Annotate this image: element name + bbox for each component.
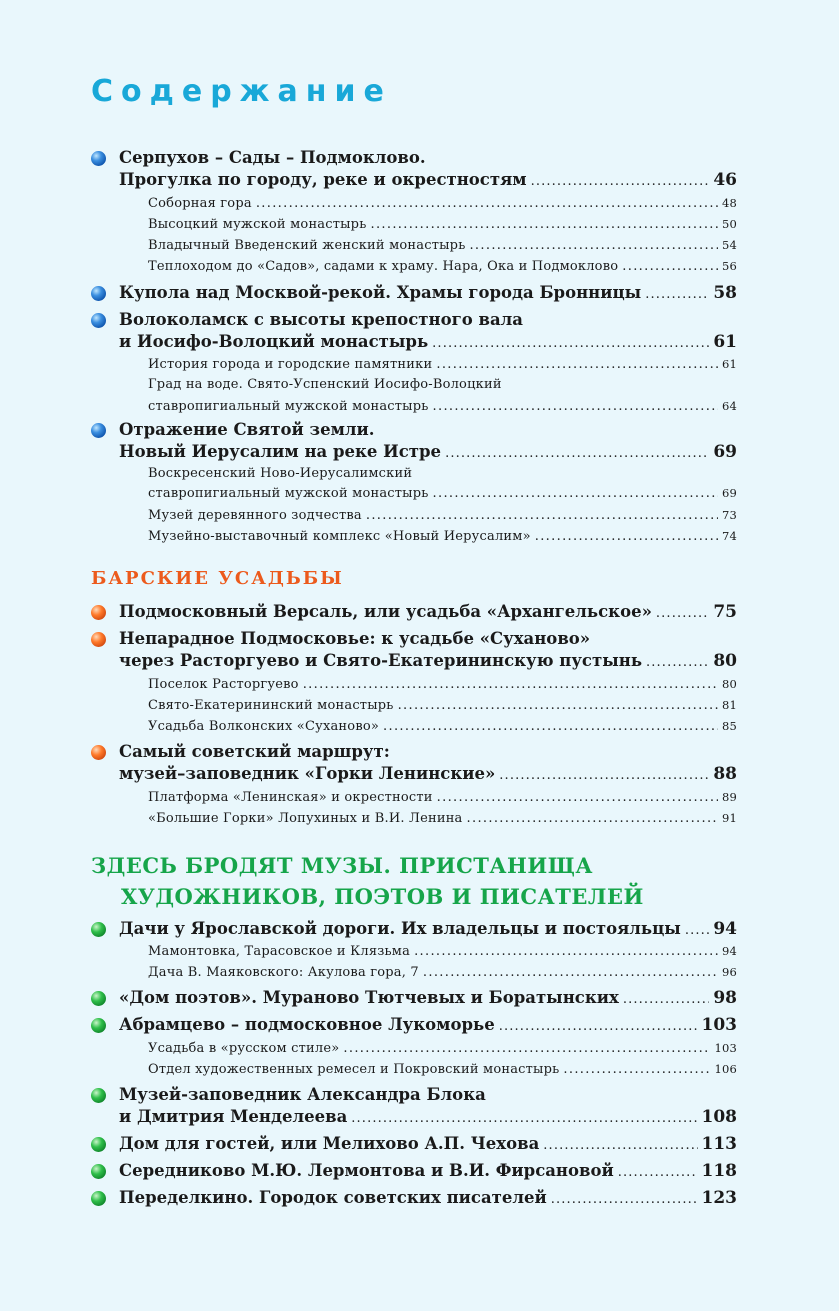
page-number: 85	[721, 719, 737, 733]
toc-subentry[interactable]: ставропигиальный мужской монастырь . . . 64	[148, 396, 737, 417]
page-number: 106	[714, 1062, 737, 1076]
page-number: 74	[721, 529, 737, 543]
page-number: 69	[713, 442, 737, 462]
toc-subentry[interactable]: Свято-Екатерининский монастырь . . . 81	[148, 695, 737, 716]
page-number: 81	[721, 698, 737, 712]
page-number: 48	[721, 196, 737, 210]
page-number: 94	[721, 944, 737, 958]
green-ball-bullet-icon	[91, 991, 106, 1006]
entry-title: Подмосковный Версаль, или усадьба «Архангельское»	[119, 602, 652, 621]
toc-subentry[interactable]: Дача В. Маяковского: Акулова гора, 7 . . . 96	[148, 962, 737, 983]
toc-subentry[interactable]: Усадьба в «русском стиле» . . . 103	[148, 1038, 737, 1059]
entry-title: Абрамцево – подмосковное Лукоморье	[119, 1015, 495, 1034]
toc-subentry[interactable]: «Большие Горки» Лопухиных и В.И. Ленина . . . 91	[148, 808, 737, 829]
entry-title-cont: Прогулка по городу, реке и окрестностям	[119, 170, 527, 189]
green-ball-bullet-icon	[91, 922, 106, 937]
orange-ball-bullet-icon	[91, 745, 106, 760]
entry-title: Дом для гостей, или Мелихово А.П. Чехова	[119, 1134, 540, 1153]
section-heading-line: ХУДОЖНИКОВ, ПОЭТОВ И ПИСАТЕЛЕЙ	[121, 884, 644, 909]
blue-ball-bullet-icon	[91, 313, 106, 328]
page-number: 108	[701, 1107, 737, 1127]
toc-subentry[interactable]: Усадьба Волконских «Суханово» . . . 85	[148, 716, 737, 737]
page-title: Содержание	[91, 74, 392, 109]
entry-title-cont: и Иосифо-Волоцкий монастырь	[119, 332, 429, 351]
toc-subentry[interactable]: Соборная гора . . . 48	[148, 193, 737, 214]
section-heading-line: ЗДЕСЬ БРОДЯТ МУЗЫ. ПРИСТАНИЩА	[91, 853, 593, 878]
orange-ball-bullet-icon	[91, 605, 106, 620]
page-number: 61	[721, 357, 737, 371]
toc-subentry[interactable]: Высоцкий мужской монастырь . . . 50	[148, 214, 737, 235]
page-number: 80	[721, 677, 737, 691]
green-ball-bullet-icon	[91, 1164, 106, 1179]
entry-title: Дачи у Ярославской дороги. Их владельцы и постояльцы	[119, 919, 681, 938]
green-ball-bullet-icon	[91, 1018, 106, 1033]
toc-subentry[interactable]: Музей деревянного зодчества . . . 73	[148, 505, 737, 526]
page-number: 46	[713, 170, 737, 190]
page-number: 89	[721, 790, 737, 804]
page-number: 80	[713, 651, 737, 671]
entry-title-cont: Новый Иерусалим на реке Истре	[119, 442, 442, 461]
entry-title: Купола над Москвой-рекой. Храмы города Бронницы	[119, 283, 642, 302]
green-ball-bullet-icon	[91, 1137, 106, 1152]
green-ball-bullet-icon	[91, 1088, 106, 1103]
entry-title-cont: музей–заповедник «Горки Ленинские»	[119, 764, 496, 783]
page-number: 54	[721, 238, 737, 252]
entry-title: «Дом поэтов». Мураново Тютчевых и Боратынских	[119, 988, 619, 1007]
page-number: 118	[701, 1161, 737, 1181]
green-ball-bullet-icon	[91, 1191, 106, 1206]
toc-subentry[interactable]: Отдел художественных ремесел и Покровский монастырь . . . 106	[148, 1059, 737, 1080]
entry-title: Переделкино. Городок советских писателей	[119, 1188, 547, 1207]
page-number: 88	[713, 764, 737, 784]
blue-ball-bullet-icon	[91, 286, 106, 301]
blue-ball-bullet-icon	[91, 151, 106, 166]
page-number: 91	[721, 811, 737, 825]
orange-ball-bullet-icon	[91, 632, 106, 647]
toc-subentry[interactable]: История города и городские памятники . . . 61	[148, 354, 737, 375]
page-number: 123	[701, 1188, 737, 1208]
section-heading-muses	[91, 850, 644, 912]
entry-title: Непарадное Подмосковье: к усадьбе «Суханово»	[119, 629, 591, 648]
entry-title: Музей-заповедник Александра Блока	[119, 1085, 486, 1104]
entry-title-cont: и Дмитрия Менделеева	[119, 1107, 348, 1126]
page-number: 58	[713, 283, 737, 303]
entry-title: Волоколамск с высоты крепостного вала	[119, 310, 523, 329]
section-heading-estates: БАРСКИЕ УСАДЬБЫ	[91, 568, 344, 589]
page-number: 94	[713, 919, 737, 939]
toc-subentry[interactable]: Владычный Введенский женский монастырь . . . 54	[148, 235, 737, 256]
entry-title: Серпухов – Сады – Подмоклово.	[119, 148, 426, 167]
page-number: 98	[713, 988, 737, 1008]
page-number: 69	[721, 486, 737, 500]
toc-subentry[interactable]: ставропигиальный мужской монастырь . . . 69	[148, 483, 737, 504]
page-number: 103	[701, 1015, 737, 1035]
page-number: 50	[721, 217, 737, 231]
toc-subentry[interactable]: Теплоходом до «Садов», садами к храму. Нара, Ока и Подмоклово . . . 56	[148, 256, 737, 277]
toc-subentry[interactable]: Мамонтовка, Тарасовское и Клязьма . . . 94	[148, 941, 737, 962]
page-number: 113	[701, 1134, 737, 1154]
page-number: 64	[721, 399, 737, 413]
entry-title-cont: через Расторгуево и Свято-Екатерининскую пустынь	[119, 651, 643, 670]
page-number: 75	[713, 602, 737, 622]
entry-title: Самый советский маршрут:	[119, 742, 390, 761]
toc-subentry[interactable]: Воскресенский Ново-Иерусалимский	[148, 466, 413, 481]
toc-subentry[interactable]: Музейно-выставочный комплекс «Новый Иерусалим» . . . 74	[148, 526, 737, 547]
page-number: 56	[721, 259, 737, 273]
page-number: 61	[713, 332, 737, 352]
blue-ball-bullet-icon	[91, 423, 106, 438]
page-number: 73	[721, 508, 737, 522]
toc-subentry[interactable]: Платформа «Ленинская» и окрестности . . . 89	[148, 787, 737, 808]
page-number: 96	[721, 965, 737, 979]
entry-title: Отражение Святой земли.	[119, 420, 375, 439]
page-number: 103	[714, 1041, 737, 1055]
entry-title: Середниково М.Ю. Лермонтова и В.И. Фирсановой	[119, 1161, 614, 1180]
toc-subentry[interactable]: Град на воде. Свято-Успенский Иосифо-Волоцкий	[148, 377, 502, 392]
toc-subentry[interactable]: Поселок Расторгуево . . . 80	[148, 674, 737, 695]
